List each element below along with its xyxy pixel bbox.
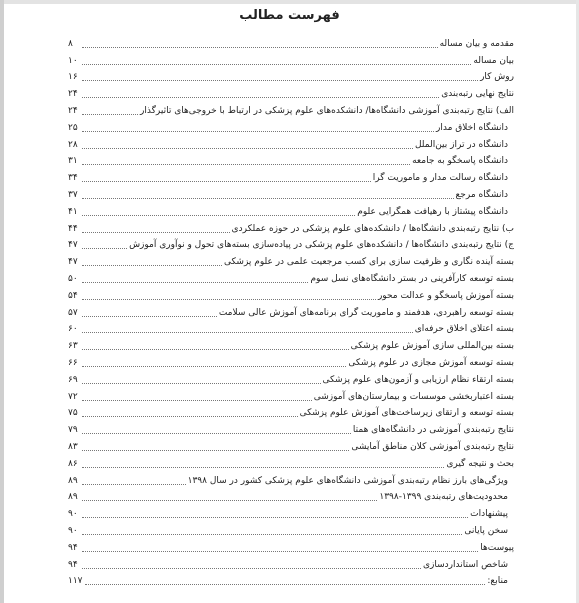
dot-leader	[82, 550, 478, 552]
toc-entry-title: دانشگاه رسالت مدار و ماموریت گرا	[372, 173, 508, 184]
toc-entry-title: پیشنهادات	[470, 509, 508, 520]
toc-entry-page-number: ۸۳	[68, 441, 78, 452]
dot-leader	[82, 231, 230, 233]
toc-entry-title: الف) نتایج رتبه‌بندی آموزشی دانشگاه‌ها/ دانشکده‌های علوم پزشکی در ارتباط با خروجی‌های تاثیرگذار	[140, 105, 514, 116]
toc-entry[interactable]	[68, 537, 514, 554]
dot-leader	[82, 365, 346, 367]
toc-entry-page-number: ۸۹	[68, 492, 78, 503]
toc-entry-page-number: ۵۴	[68, 290, 78, 301]
dot-leader	[82, 130, 434, 132]
toc-entry[interactable]	[68, 319, 514, 336]
toc-entry[interactable]	[68, 453, 514, 470]
toc-entry-page-number: ۱۰	[68, 55, 78, 66]
toc-entry-page-number: ۹۴	[68, 542, 78, 553]
toc-entry-page-number: ۲۵	[68, 122, 78, 133]
toc-entry-title: شاخص استانداردسازی	[423, 559, 508, 570]
toc-entry-title: بسته اعتباربخشی موسسات و بیمارستان‌های آموزشی	[313, 391, 514, 402]
toc-entry-title: بسته آموزش پاسخگو و عدالت محور	[377, 290, 514, 301]
dot-leader	[85, 583, 486, 585]
toc-entry-page-number: ۷۵	[68, 408, 78, 419]
toc-entry[interactable]	[68, 335, 514, 352]
toc-entry-page-number: ۵۰	[68, 273, 78, 284]
dot-leader	[82, 348, 349, 350]
toc-entry-page-number: ۳۴	[68, 173, 78, 184]
toc-entry-title: بسته بین‌المللی سازی آموزش علوم پزشکی	[350, 341, 514, 352]
toc-entry-page-number: ۹۰	[68, 509, 78, 520]
toc-entry-page-number: ۷۲	[68, 391, 78, 402]
toc-entry[interactable]	[68, 554, 514, 571]
dot-leader	[82, 466, 444, 468]
toc-entry-title: بسته توسعه راهبردی، هدفمند و ماموریت گرای برنامه‌های آموزش عالی سلامت	[218, 307, 514, 318]
dot-leader	[82, 113, 138, 115]
toc-entry[interactable]	[68, 83, 514, 100]
toc-entry-title: ویژگی‌های بارز نظام رتبه‌بندی آموزشی دانشگاه‌های علوم پزشکی کشور در سال ۱۳۹۸	[187, 475, 508, 486]
dot-leader	[82, 415, 298, 417]
dot-leader	[82, 264, 222, 266]
toc-entry[interactable]	[68, 235, 514, 252]
toc-entry[interactable]	[68, 520, 514, 537]
toc-entry-title: نتایج رتبه‌بندی آموزشی در دانشگاه‌های همتا	[352, 425, 514, 436]
toc-entry-page-number: ۳۱	[68, 156, 78, 167]
dot-leader	[82, 63, 471, 65]
toc-entry-title: دانشگاه اخلاق مدار	[436, 122, 508, 133]
toc-entry[interactable]	[68, 436, 514, 453]
toc-entry[interactable]	[68, 470, 514, 487]
dot-leader	[82, 331, 413, 333]
toc-entry-title: دانشگاه پیشتاز با رهیافت همگرایی علوم	[357, 206, 508, 217]
toc-entry-title: مقدمه و بیان مساله	[439, 38, 514, 49]
toc-entry[interactable]	[68, 151, 514, 168]
toc-entry-page-number: ۵۷	[68, 307, 78, 318]
toc-entry-title: سخن پایانی	[464, 525, 508, 536]
dot-leader	[82, 499, 377, 501]
toc-entry[interactable]	[68, 50, 514, 67]
dot-leader	[82, 533, 462, 535]
toc-entry-title: بیان مساله	[473, 55, 514, 66]
toc-entry-page-number: ۲۸	[68, 139, 78, 150]
toc-entry[interactable]	[68, 117, 514, 134]
toc-entry[interactable]	[68, 487, 514, 504]
toc-entry[interactable]	[68, 134, 514, 151]
toc-entry[interactable]	[68, 419, 514, 436]
toc-entry-title: بسته اعتلای اخلاق حرفه‌ای	[414, 324, 514, 335]
dot-leader	[82, 147, 413, 149]
toc-entry[interactable]	[68, 503, 514, 520]
toc-entry-page-number: ۱۶	[68, 72, 78, 83]
dot-leader	[82, 247, 127, 249]
toc-entry-page-number: ۸	[68, 38, 73, 49]
dot-leader	[82, 399, 312, 401]
toc-entry-title: منابع:	[487, 576, 508, 587]
toc-entry-page-number: ۴۱	[68, 206, 78, 217]
toc-entry-page-number: ۲۴	[68, 89, 78, 100]
toc-entry[interactable]	[68, 251, 514, 268]
toc-entry[interactable]	[68, 184, 514, 201]
dot-leader	[82, 567, 421, 569]
toc-entry-page-number: ۶۰	[68, 324, 78, 335]
page-top-edge	[0, 0, 579, 4]
toc-entry[interactable]	[68, 285, 514, 302]
toc-entry-title: بسته توسعه آموزش مجازی در علوم پزشکی	[348, 357, 514, 368]
toc-entry[interactable]	[68, 167, 514, 184]
table-of-contents	[68, 33, 514, 587]
dot-leader	[82, 180, 371, 182]
toc-entry-title: نتایج نهایی رتبه‌بندی	[441, 89, 514, 100]
dot-leader	[82, 483, 186, 485]
toc-entry-title: پیوست‌ها	[480, 542, 514, 553]
toc-entry-page-number: ۶۹	[68, 374, 78, 385]
dot-leader	[82, 163, 410, 165]
dot-leader	[82, 432, 351, 434]
toc-entry-page-number: ۹۴	[68, 559, 78, 570]
toc-entry-page-number: ۴۷	[68, 257, 78, 268]
dot-leader	[82, 214, 355, 216]
toc-entry[interactable]	[68, 571, 514, 588]
dot-leader	[82, 449, 349, 451]
dot-leader	[82, 516, 468, 518]
toc-entry[interactable]	[68, 369, 514, 386]
toc-entry-title: بسته ارتقاء نظام ارزیابی و آزمون‌های علوم پزشکی	[322, 374, 514, 385]
toc-entry-page-number: ۳۷	[68, 189, 78, 200]
toc-entry-page-number: ۴۴	[68, 223, 78, 234]
toc-entry-title: ج) نتایج رتبه‌بندی دانشگاه‌ها / دانشکده‌های علوم پزشکی در پیاده‌سازی بسته‌های تحول و نوآوری آموزش	[129, 240, 514, 251]
toc-entry-title: دانشگاه پاسخگو به جامعه	[412, 156, 508, 167]
toc-entry-title: روش کار	[480, 72, 514, 83]
toc-entry-page-number: ۱۱۷	[68, 576, 83, 587]
dot-leader	[82, 298, 376, 300]
toc-entry[interactable]	[68, 201, 514, 218]
toc-entry-title: نتایج رتبه‌بندی آموزشی کلان مناطق آمایشی	[351, 441, 514, 452]
toc-entry-page-number: ۸۶	[68, 458, 78, 469]
toc-entry-page-number: ۹۰	[68, 525, 78, 536]
dot-leader	[82, 197, 454, 199]
dot-leader	[82, 315, 217, 317]
toc-entry[interactable]	[68, 218, 514, 235]
toc-entry-title: دانشگاه در تراز بین‌الملل	[414, 139, 508, 150]
dot-leader	[82, 281, 308, 283]
toc-entry[interactable]	[68, 403, 514, 420]
toc-entry[interactable]	[68, 302, 514, 319]
toc-entry-page-number: ۸۹	[68, 475, 78, 486]
toc-entry-title: محدودیت‌های رتبه‌بندی ۱۳۹۹-۱۳۹۸	[379, 492, 508, 503]
dot-leader	[82, 46, 438, 48]
toc-entry-page-number: ۲۴	[68, 105, 78, 116]
toc-entry[interactable]	[68, 100, 514, 117]
toc-entry[interactable]	[68, 33, 514, 50]
toc-entry-page-number: ۶۳	[68, 341, 78, 352]
toc-entry-title: بسته توسعه و ارتقای زیرساخت‌های آموزش علوم پزشکی	[299, 408, 514, 419]
toc-entry-title: بسته توسعه کارآفرینی در بستر دانشگاه‌های نسل سوم	[310, 273, 514, 284]
toc-title: فهرست مطالب	[239, 8, 340, 23]
toc-entry[interactable]	[68, 352, 514, 369]
toc-entry[interactable]	[68, 268, 514, 285]
toc-entry[interactable]	[68, 67, 514, 84]
toc-entry-title: دانشگاه مرجع	[455, 189, 508, 200]
dot-leader	[82, 382, 321, 384]
toc-entry-page-number: ۴۷	[68, 240, 78, 251]
toc-entry-page-number: ۷۹	[68, 425, 78, 436]
dot-leader	[82, 96, 439, 98]
toc-entry-title: بسته آینده نگاری و ظرفیت سازی برای کسب مرجعیت علمی در علوم پزشکی	[223, 257, 514, 268]
dot-leader	[82, 79, 478, 81]
toc-entry-title: ب) نتایج رتبه‌بندی دانشگاه‌ها / دانشکده‌های علوم پزشکی در حوزه عملکردی	[231, 223, 514, 234]
toc-entry-page-number: ۶۶	[68, 357, 78, 368]
toc-entry[interactable]	[68, 386, 514, 403]
page-left-edge	[0, 0, 4, 603]
toc-entry-title: بحث و نتیجه گیری	[446, 458, 514, 469]
